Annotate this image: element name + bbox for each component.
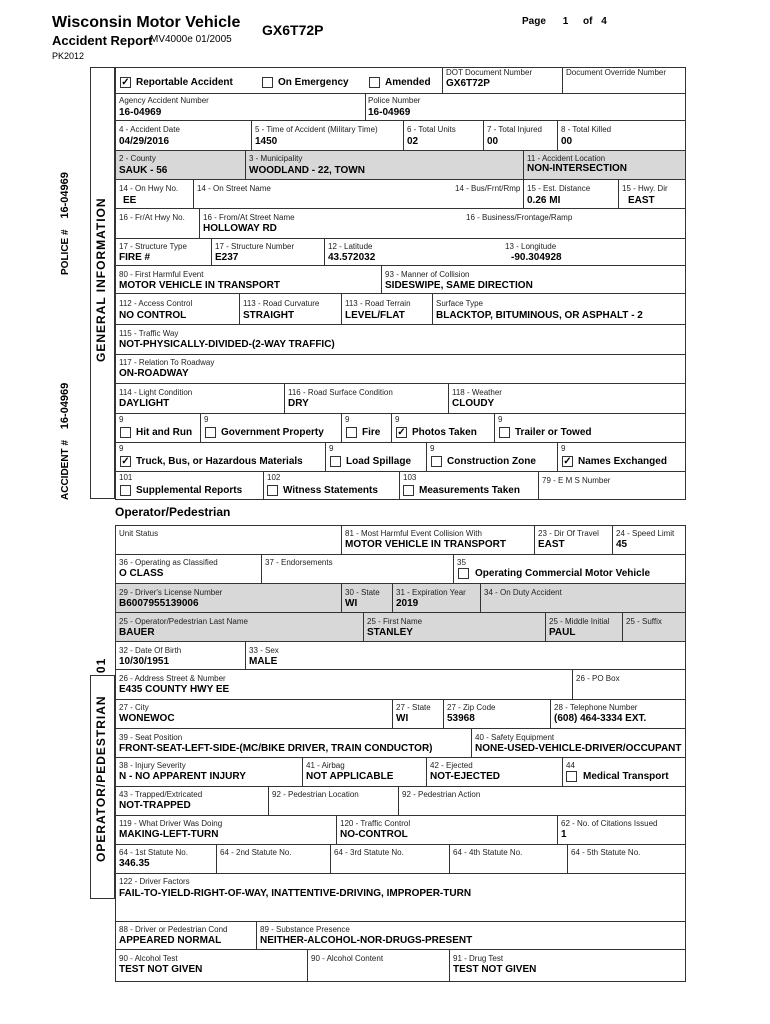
page-of: of: [583, 16, 593, 27]
police-label: POLICE #: [60, 229, 71, 275]
amended-label: Amended: [385, 77, 431, 88]
county-label: 2 - County: [119, 154, 156, 163]
exp-label: 31 - Expiration Year: [396, 588, 466, 597]
stat3-label: 64 - 3rd Statute No.: [334, 848, 404, 857]
last: BAUER: [119, 627, 155, 638]
surface-label: Surface Type: [436, 299, 483, 308]
airbag-label: 41 - Airbag: [306, 761, 345, 770]
hwydir: EAST: [628, 195, 655, 206]
roadsurf-label: 116 - Road Surface Condition: [288, 388, 393, 397]
measure-checkbox[interactable]: [403, 485, 414, 496]
general-section-label: GENERAL INFORMATION: [94, 197, 108, 362]
trailer-label: Trailer or Towed: [515, 427, 592, 438]
dob: 10/30/1951: [119, 656, 170, 667]
sex-label: 33 - Sex: [249, 646, 279, 655]
fromstreet-label: 16 - From/At Street Name: [203, 213, 295, 222]
spillage-label: Load Spillage: [346, 456, 412, 467]
doing-label: 119 - What Driver Was Doing: [119, 819, 223, 828]
label-35: 35: [457, 558, 466, 567]
middle-label: 25 - Middle Initial: [549, 617, 610, 626]
structtype-label: 17 - Structure Type: [119, 242, 187, 251]
doing: MAKING-LEFT-TURN: [119, 829, 219, 840]
operator-section-text: OPERATOR/PEDESTRIAN: [94, 695, 108, 862]
doc-id: GX6T72P: [262, 22, 324, 38]
factors: FAIL-TO-YIELD-RIGHT-OF-WAY, INATTENTIVE-DRIVING, IMPROPER-TURN: [119, 888, 472, 899]
muni-label: 3 - Municipality: [249, 154, 303, 163]
pobox-label: 26 - PO Box: [576, 674, 620, 683]
citations: 1: [561, 829, 567, 840]
citations-label: 62 - No. of Citations Issued: [561, 819, 658, 828]
ems-label: 79 - E M S Number: [542, 476, 611, 485]
tcontrol: NO-CONTROL: [340, 829, 408, 840]
fromstreet: HOLLOWAY RD: [203, 223, 277, 234]
supplemental-checkbox[interactable]: [120, 485, 131, 496]
safety-label: 40 - Safety Equipment: [475, 733, 555, 742]
injury: N - NO APPARENT INJURY: [119, 771, 246, 782]
accident-number-side: [59, 383, 71, 500]
traffic: NOT-PHYSICALLY-DIVIDED-(2-WAY TRAFFIC): [119, 339, 335, 350]
busfmt-label: 14 - Bus/Frnt/Rmp: [455, 184, 521, 193]
lat: 43.572032: [328, 252, 376, 263]
surface: BLACKTOP, BITUMINOUS, OR ASPHALT - 2: [436, 310, 643, 321]
terrain: LEVEL/FLAT: [345, 310, 405, 321]
pedact-label: 92 - Pedestrian Action: [402, 790, 481, 799]
construction-checkbox[interactable]: [431, 456, 442, 467]
page-label: Page: [522, 16, 546, 27]
injured-label: 7 - Total Injured: [487, 125, 542, 134]
agency-num: 16-04969: [119, 107, 162, 118]
label-9a: 9: [119, 415, 124, 424]
access-label: 112 - Access Control: [119, 299, 193, 308]
county: SAUK - 56: [119, 165, 168, 176]
light: DAYLIGHT: [119, 398, 170, 409]
harm: MOTOR VEHICLE IN TRANSPORT: [119, 280, 280, 291]
muni: WOODLAND - 22, TOWN: [249, 165, 365, 176]
commercial-checkbox[interactable]: [458, 568, 469, 579]
doc-override-label: Document Override Number: [566, 68, 667, 77]
harm-label: 80 - First Harmful Event: [119, 270, 204, 279]
curve-label: 113 - Road Curvature: [243, 299, 320, 308]
label-44: 44: [566, 761, 575, 770]
time: 1450: [255, 136, 278, 147]
units-label: 6 - Total Units: [407, 125, 456, 134]
names-checkbox[interactable]: ✓: [563, 456, 572, 467]
label-9c: 9: [345, 415, 350, 424]
govprop-label: Government Property: [221, 427, 324, 438]
weather-label: 118 - Weather: [452, 388, 502, 397]
killed: 00: [561, 136, 573, 147]
terrain-label: 113 - Road Terrain: [345, 299, 411, 308]
spillage-checkbox[interactable]: [330, 456, 341, 467]
names-label: Names Exchanged: [578, 456, 667, 467]
dir-label: 23 - Dir Of Travel: [538, 529, 599, 538]
operator-heading: Operator/Pedestrian: [115, 505, 231, 519]
first-label: 25 - First Name: [367, 617, 423, 626]
city-label: 27 - City: [119, 703, 149, 712]
address: E435 COUNTY HWY EE: [119, 684, 230, 695]
zip-label: 27 - Zip Code: [447, 703, 496, 712]
first: STANLEY: [367, 627, 413, 638]
structtype: FIRE #: [119, 252, 151, 263]
fire-label: Fire: [362, 427, 381, 438]
form-code: MV4000e 01/2005: [150, 34, 232, 45]
date: 04/29/2016: [119, 136, 170, 147]
endorse-label: 37 - Endorsements: [265, 558, 333, 567]
drug: TEST NOT GIVEN: [453, 964, 537, 975]
exp: 2019: [396, 598, 419, 609]
truck-label: Truck, Bus, or Hazardous Materials: [136, 456, 303, 467]
row-light: [115, 384, 685, 414]
business-label: 16 - Business/Frontage/Ramp: [466, 213, 573, 222]
stat1: 346.35: [119, 858, 150, 869]
dir: EAST: [538, 539, 565, 550]
medical-label: Medical Transport: [583, 771, 669, 782]
photos-label: Photos Taken: [412, 427, 477, 438]
sex: MALE: [249, 656, 278, 667]
emergency-checkbox[interactable]: [262, 77, 273, 88]
last-label: 25 - Operator/Pedestrian Last Name: [119, 617, 248, 626]
police-num-label: Police Number: [368, 96, 421, 105]
row-structure: [115, 239, 685, 266]
killed-label: 8 - Total Killed: [561, 125, 612, 134]
relation-label: 117 - Relation To Roadway: [119, 358, 215, 367]
substance-label: 89 - Substance Presence: [260, 925, 350, 934]
most-harm: MOTOR VEHICLE IN TRANSPORT: [345, 539, 506, 550]
duty-label: 34 - On Duty Accident: [484, 588, 562, 597]
lon-label: 13 - Longitude: [505, 242, 557, 251]
label-9i: 9: [561, 444, 566, 453]
distance: 0.26 MI: [527, 195, 561, 206]
light-label: 114 - Light Condition: [119, 388, 193, 397]
onhwy: EE: [123, 195, 137, 206]
substance: NEITHER-ALCOHOL-NOR-DRUGS-PRESENT: [260, 935, 473, 946]
hitrun-checkbox[interactable]: [120, 427, 131, 438]
units: 02: [407, 136, 419, 147]
license-label: 29 - Driver's License Number: [119, 588, 223, 597]
stat2-label: 64 - 2nd Statute No.: [220, 848, 292, 857]
label-9g: 9: [329, 444, 334, 453]
alccontent-label: 90 - Alcohol Content: [311, 954, 384, 963]
roadsurf: DRY: [288, 398, 309, 409]
govprop-checkbox[interactable]: [205, 427, 216, 438]
ejected: NOT-EJECTED: [430, 771, 501, 782]
measure-label: Measurements Taken: [419, 485, 520, 496]
structnum: E237: [215, 252, 239, 263]
structnum-label: 17 - Structure Number: [215, 242, 295, 251]
time-label: 5 - Time of Accident (Military Time): [255, 125, 378, 134]
onstreet-label: 14 - On Street Name: [197, 184, 271, 193]
trapped: NOT-TRAPPED: [119, 800, 191, 811]
frat-label: 16 - Fr/At Hwy No.: [119, 213, 185, 222]
relation: ON-ROADWAY: [119, 368, 189, 379]
unit-status-label: Unit Status: [119, 529, 159, 538]
witness-label: Witness Statements: [283, 485, 378, 496]
police-num-value: 16-04969: [368, 107, 411, 118]
airbag: NOT APPLICABLE: [306, 771, 394, 782]
fire-checkbox[interactable]: [346, 427, 357, 438]
supplemental-label: Supplemental Reports: [136, 485, 243, 496]
dot-doc-label: DOT Document Number: [446, 68, 533, 77]
alcohol-label: 90 - Alcohol Test: [119, 954, 178, 963]
address-label: 26 - Address Street & Number: [119, 674, 226, 683]
label-9b: 9: [204, 415, 209, 424]
phone: (608) 464-3334 EXT.: [554, 713, 647, 724]
license: B6007955139006: [119, 598, 199, 609]
drug-label: 91 - Drug Test: [453, 954, 504, 963]
classified-label: 36 - Operating as Classified: [119, 558, 218, 567]
hwydir-label: 15 - Hwy. Dir: [622, 184, 668, 193]
middle: PAUL: [549, 627, 576, 638]
operator-section-label: [94, 658, 108, 862]
lon: -90.304928: [511, 252, 562, 263]
label-9d: 9: [395, 415, 400, 424]
lat-label: 12 - Latitude: [328, 242, 373, 251]
page-total: 4: [601, 16, 607, 27]
zip: 53968: [447, 713, 475, 724]
distance-label: 15 - Est. Distance: [527, 184, 591, 193]
construction-label: Construction Zone: [447, 456, 536, 467]
label-9h: 9: [430, 444, 435, 453]
label-101: 101: [119, 473, 133, 482]
stat5-label: 64 - 5th Statute No.: [571, 848, 641, 857]
alcohol: TEST NOT GIVEN: [119, 964, 203, 975]
accident-num: 16-04969: [59, 382, 71, 430]
medical-checkbox[interactable]: [566, 771, 577, 782]
pedloc-label: 92 - Pedestrian Location: [272, 790, 359, 799]
seat-label: 39 - Seat Position: [119, 733, 183, 742]
speed-label: 24 - Speed Limit: [616, 529, 675, 538]
onhwy-label: 14 - On Hwy No.: [119, 184, 179, 193]
speed: 45: [616, 539, 628, 550]
stat4-label: 64 - 4th Statute No.: [453, 848, 523, 857]
sub-code: PK2012: [52, 51, 85, 61]
phone-label: 28 - Telephone Number: [554, 703, 638, 712]
form-title: Wisconsin Motor Vehicle: [52, 14, 241, 31]
page-indicator: [522, 16, 607, 27]
label-102: 102: [267, 473, 281, 482]
tcontrol-label: 120 - Traffic Control: [340, 819, 411, 828]
stat1-label: 64 - 1st Statute No.: [119, 848, 188, 857]
witness-checkbox[interactable]: [267, 485, 278, 496]
operator-num: 01: [94, 657, 108, 674]
row-fromat: [115, 209, 685, 239]
most-harm-label: 81 - Most Harmful Event Collision With: [345, 529, 482, 538]
curve: STRAIGHT: [243, 310, 295, 321]
label-9f: 9: [119, 444, 124, 453]
state-label: 30 - State: [345, 588, 380, 597]
cstate: WI: [396, 713, 409, 724]
amended-checkbox[interactable]: [369, 77, 380, 88]
access: NO CONTROL: [119, 310, 187, 321]
label-103: 103: [403, 473, 417, 482]
state: WI: [345, 598, 358, 609]
truck-checkbox[interactable]: ✓: [121, 456, 130, 467]
suffix-label: 25 - Suffix: [626, 617, 662, 626]
weather: CLOUDY: [452, 398, 495, 409]
location-label: 11 - Accident Location: [527, 154, 606, 163]
trailer-checkbox[interactable]: [499, 427, 510, 438]
manner: SIDESWIPE, SAME DIRECTION: [385, 280, 533, 291]
label-9e: 9: [498, 415, 503, 424]
hitrun-label: Hit and Run: [136, 427, 193, 438]
classified: O CLASS: [119, 568, 164, 579]
seat: FRONT-SEAT-LEFT-SIDE-(MC/BIKE DRIVER, TRAIN CONDUCTOR): [119, 743, 433, 754]
reportable-label: Reportable Accident: [136, 77, 233, 88]
injury-label: 38 - Injury Severity: [119, 761, 186, 770]
police-number-side: [59, 172, 71, 275]
cond: APPEARED NORMAL: [119, 935, 222, 946]
cstate-label: 27 - State: [396, 703, 431, 712]
op-row-dob: [115, 642, 685, 670]
ejected-label: 42 - Ejected: [430, 761, 473, 770]
manner-label: 93 - Manner of Collision: [385, 270, 470, 279]
dot-doc: GX6T72P: [446, 78, 490, 89]
injured: 00: [487, 136, 499, 147]
commercial-label: Operating Commercial Motor Vehicle: [475, 568, 651, 579]
trapped-label: 43 - Trapped/Extricated: [119, 790, 203, 799]
cond-label: 88 - Driver or Pedestrian Cond: [119, 925, 228, 934]
traffic-label: 115 - Traffic Way: [119, 329, 179, 338]
page-num: 1: [562, 16, 569, 27]
location: NON-INTERSECTION: [527, 163, 627, 174]
police-num: 16-04969: [59, 172, 71, 219]
safety: NONE-USED-VEHICLE-DRIVER/OCCUPANT: [475, 743, 682, 754]
accident-label: ACCIDENT #: [60, 439, 71, 500]
emergency-label: On Emergency: [278, 77, 349, 88]
date-label: 4 - Accident Date: [119, 125, 180, 134]
photos-checkbox[interactable]: ✓: [397, 427, 406, 438]
agency-num-label: Agency Accident Number: [119, 96, 209, 105]
dob-label: 32 - Date Of Birth: [119, 646, 182, 655]
reportable-checkbox[interactable]: ✓: [121, 77, 130, 88]
city: WONEWOC: [119, 713, 175, 724]
form-subtitle: Accident Report: [52, 33, 153, 48]
factors-label: 122 - Driver Factors: [119, 877, 190, 886]
